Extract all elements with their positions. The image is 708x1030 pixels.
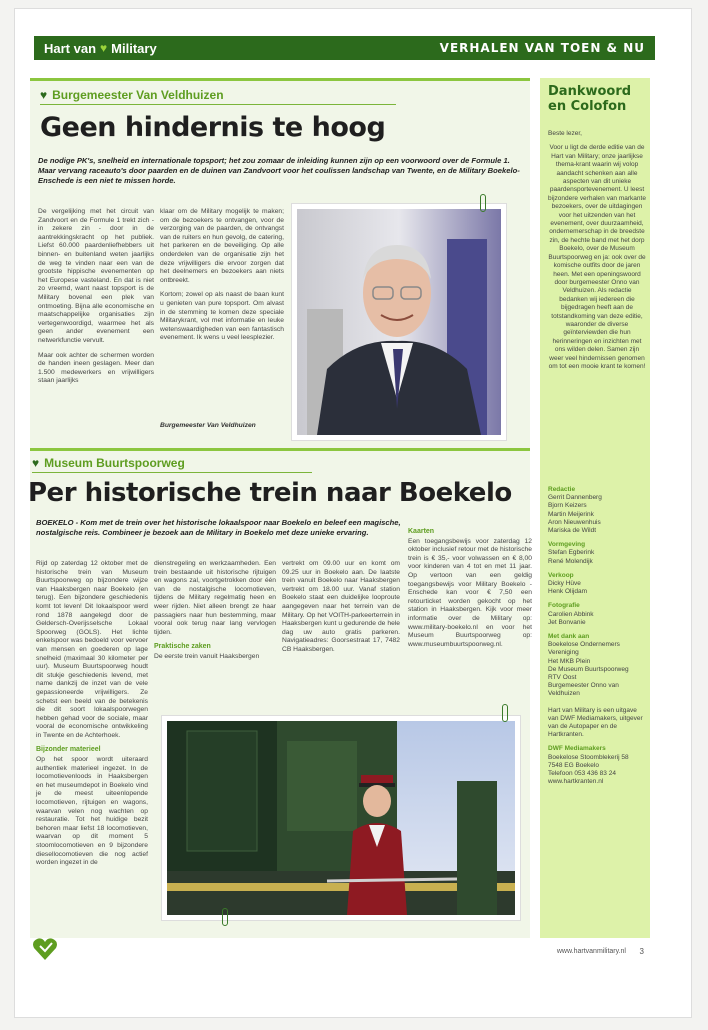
credit-name: Stefan Egberink <box>548 549 595 557</box>
credit-name: René Molendijk <box>548 557 593 565</box>
company-name: DWF Mediamakers <box>548 745 606 753</box>
paragraph: Op het spoor wordt uiteraard authentiek materieel ingezet. In de locomotievenloods in Haaksbergen en het museumdepot in Boekelo vind je de meest uiteenlopende locomotieven, rijtuigen en wagons, waarvan velen nog wachten op restauratie. Tot het huidige bezit behoren maar liefst 18 locomotieven, waarvan op dit moment 5 stoomlocomotieven en 9 bijzondere diesellocomotieven die nog actief worden ingezet in de <box>36 756 148 867</box>
footer-url[interactable]: www.hartvanmilitary.nl <box>556 948 626 955</box>
lead-paragraph: De nodige PK's, snelheid en internationale topsport; het zou zomaar de inleiding kunnen zijn op een voorwoord over de Formule 1. Maar vervang raceauto's door paarden en de duinen van Zandvoort voor het coulissen landschap van Twente, en de Military Boekelo-Enschede is een niet te missen horde. <box>38 156 520 185</box>
heart-icon: ♥ <box>40 88 48 102</box>
heart-icon: ♥ <box>32 456 40 470</box>
subheading: Kaarten <box>408 528 435 535</box>
publisher-note: Hart van Military is een uitgave van DWF Mediamakers, uitgever van de Autopaper en de Hartkranten. <box>548 706 643 739</box>
header-bar <box>34 36 655 60</box>
headline: Geen hindernis te hoog <box>40 112 386 143</box>
article-column <box>38 208 154 392</box>
credit-name: Dicky Hüve <box>548 580 581 588</box>
page-number: 3 <box>639 947 644 956</box>
heart-icon: ♥ <box>100 41 108 55</box>
paragraph: De vergelijking met het circuit van Zandvoort en de Formule 1 trekt zich - in zekere zin - door in de aantrekkingskracht op het publiek. Liefst 60.000 paardenliefhebbers uit binnen- en buitenland weten jaarlijks de weg te vinden naar een van de grootste hippische evenementen op het Europese vasteland. En dat is niet zo vreemd, want naast topsport is de Military bovenal een plek van ontmoeting. Bijna alle economische en maatschappelijke organisaties zijn vertegenwoordigd, waarmee het als geen ander evenement een netwerkfunctie vervult. <box>38 208 154 344</box>
credit-name: Martin Meijerink <box>548 510 594 518</box>
credit-name: Jet Bonvanie <box>548 618 586 626</box>
article-column <box>282 560 400 661</box>
credit-role: Verkoop <box>548 571 574 579</box>
section-label: ♥ Burgemeester Van Veldhuizen <box>40 88 224 102</box>
credit-name: Burgemeester Onno van Veldhuizen <box>548 682 619 698</box>
paperclip-icon <box>502 704 508 722</box>
address-line: Boekelose Stoomblekerij 58 <box>548 753 629 761</box>
credit-role: Vormgeving <box>548 541 586 549</box>
rubric-title: VERHALEN VAN TOEN & NU <box>439 41 645 55</box>
article-column <box>154 560 276 668</box>
signature: Burgemeester Van Veldhuizen <box>160 422 256 429</box>
credit-name: Gerrit Dannenberg <box>548 494 602 502</box>
train-photo <box>162 716 520 920</box>
credit-name: Aron Nieuwenhuis <box>548 518 601 526</box>
footer <box>26 936 666 966</box>
article-column <box>160 208 284 349</box>
paragraph: vertrekt om 09.00 uur en komt om 09.25 uur in Boekelo aan. De laatste trein vanuit Boekelo naar Haaksbergen vertrekt om 18.00 uur. Vanaf station Boekelo staat een duidelijke looproute aangegeven naar het terrein van de Military. Op het VOITH-parkeerterrein in Haaksbergen kunt u gedurende de hele dag uw auto gratis parkeren. Navigatieadres: Goorsestraat 17, 7482 CB Haaksbergen. <box>282 560 400 653</box>
address-line: 7548 EG Boekelo <box>548 761 599 769</box>
sidebar-text: Voor u ligt de derde editie van de Hart van Military; onze jaarlijkse thema-krant waarin wij volop aandacht schenken aan alle aspecten van dit unieke paardensportevenement. U leest bijzondere verhalen van markante bezoekers, over de uitdagingen voor het uitzenden van het evenement, over duurzaamheid, ondernemerschap in de breedste zin, de hechte band met het dorp Boekelo, over de Museum Buurtspoorweg en ja: ook over de komische outfits door de jaren heen. Met een openingswoord door burgemeester Onno van Veldhuizen. Als redactie bedanken wij iedereen die bijgedragen heeft aan de totstandkoming van deze editie, waaronder de diverse geïnterviewden die hun herinneringen en inzichten met ons wilden delen. Samen zijn weer veel hindernissen genomen om tot een mooie krant te komen! <box>548 144 646 370</box>
paragraph: Kortom; zowel op als naast de baan kunt u genieten van pure topsport. Om alvast in de stemming te komen deze speciale Militarykrant, vol met informatie en leuke wetenswaardigheden van een fantastisch evenement. Ik wens u veel leesplezier. <box>160 291 284 342</box>
paperclip-icon <box>222 908 228 926</box>
credit-name: Bjorn Keizers <box>548 502 587 510</box>
credit-name: Mariska de Wildt <box>548 527 597 535</box>
credits-list <box>548 480 648 787</box>
sidebar-title: Dankwoord en Colofon <box>548 84 632 114</box>
credit-name: RTV Oost <box>548 674 577 682</box>
heart-icon <box>32 936 58 962</box>
paragraph: dienstregeling en werkzaamheden. Een trein bestaande uit historische rijtuigen en wagons zal, voortgetrokken door één van de nostalgische locomotieven, tijdens de Military regelmatig heen en weer rijden. Niet alleen brengt ze haar passagiers naar hun bestemming, maar vooral ook terug naar lang vervlogen tijden. <box>154 560 276 636</box>
article-column <box>36 560 148 874</box>
paragraph: Maar ook achter de schermen worden de handen ineen geslagen. Meer dan 1.500 medewerkers en vrijwilligers staan jaarlijks <box>38 351 154 385</box>
lead-paragraph: BOEKELO - Kom met de trein over het historische lokaalspoor naar Boekelo en beleef een magische, nostalgische reis. Combineer je bezoek aan de Military in Boekelo met deze unieke ervaring. <box>36 518 401 537</box>
headline: Per historische trein naar Boekelo <box>28 478 512 508</box>
subheading: Praktische zaken <box>154 643 211 651</box>
portrait-photo <box>292 204 506 440</box>
subheading: Bijzonder materieel <box>36 746 101 754</box>
credit-name: Boekelose Ondernemers Vereniging <box>548 641 620 657</box>
address-line: Telefoon 053 436 83 24 <box>548 770 616 778</box>
credit-name: Carolien Abbink <box>548 610 594 618</box>
greeting: Beste lezer, <box>548 130 582 137</box>
address-line: www.hartkranten.nl <box>548 778 604 786</box>
section-label: ♥ Museum Buurtspoorweg <box>32 456 185 470</box>
credit-role: Fotografie <box>548 602 580 610</box>
article-column <box>408 524 532 655</box>
paragraph: Een toegangsbewijs voor zaterdag 12 oktober inclusief retour met de historische trein is € 35,- voor volwassen en € 8,00 voor kinderen van 4 tot en met 11 jaar. Op vertoon van een geldig toegangsbewijs voor Military Boekelo - Enschede kan voor € 7,50 een retourticket worden gekocht op het station in Haaksbergen. Kijk voor meer informatie over de Military op: www.military-boekelo.nl en voor het Museum Buurtspoorweg op: www.museumbuurtspoorweg.nl. <box>408 537 532 648</box>
credit-name: Henk Olijdam <box>548 588 588 596</box>
brand-logo: Hart van ♥ Military <box>44 40 157 56</box>
paragraph: Rijd op zaterdag 12 oktober met de historische trein van Museum Buurtspoorweg op bijzondere wijze van Haaksbergen naar Boekelo (en terug). Een bijzondere geschiedenis komt tot leven! Dit lokaalspoor werd rond 1878 aangelegd door de Geldersch-Overijsselsche Lokaal Spoorweg (GOLS). Het lichte enkelspoor was bedoeld voor vervoer van mensen en goederen op lage snelheid (maximaal 30 kilometer per uur). Museum Buurtspoorweg houdt dit stukje geschiedenis levend, met name dankzij de inzet van de vele gepassioneerde vrijwilligers. Ze schetst een beeld van de betekenis die dit soort lokaalspoorwegen hebben gehad voor de sociale, maar vooral de economische ontwikkeling in Twente en de Achterhoek. <box>36 560 148 739</box>
credit-role: Redactie <box>548 486 576 493</box>
paragraph: De eerste trein vanuit Haaksbergen <box>154 652 260 660</box>
paragraph: klaar om de Military mogelijk te maken; om de bezoekers te ontvangen, voor de verzorging van de paarden, de ontvangst van de ruiters en hun gevolg, de catering, het parkeren en de beveiliging. Op alle onderdelen van de organisatie zijn het deze vrijwilligers die ervoor zorgen dat het deelnemers en bezoekers aan niets ontbreekt. <box>160 208 284 284</box>
credit-role: Met dank aan <box>548 633 590 641</box>
paperclip-icon <box>480 194 486 212</box>
credit-name: De Museum Buurtspoorweg <box>548 665 629 673</box>
sidebar-body <box>548 130 646 377</box>
credit-name: Het MKB Plein <box>548 657 591 665</box>
